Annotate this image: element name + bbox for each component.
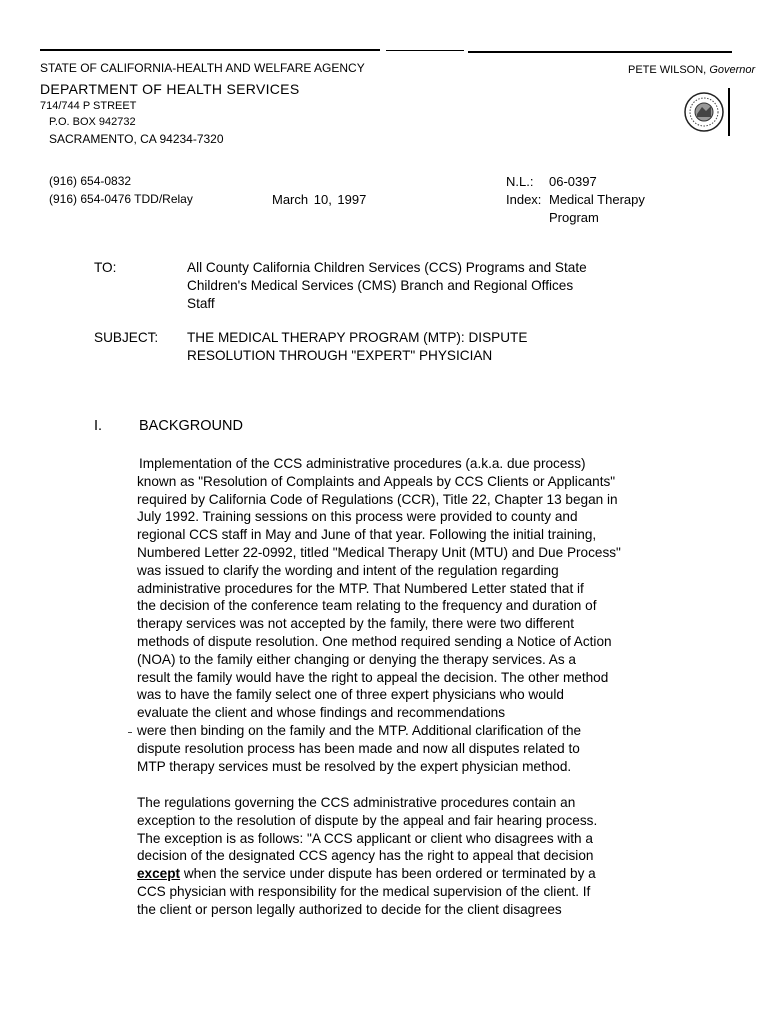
nl-label: N.L.: [506,174,534,189]
p1-line: required by California Code of Regulations (CCR), Title 22, Chapter 13 began in [137,491,618,507]
to-line-3: Staff [187,296,215,311]
department-name: DEPARTMENT OF HEALTH SERVICES [40,81,300,97]
section-title: BACKGROUND [139,418,243,434]
to-label: TO: [94,260,117,275]
background-paragraph-2 [137,794,697,919]
p2-line: CCS physician with responsibility for the medical supervision of the client. If [137,883,591,899]
p1-line: Numbered Letter 22-0992, titled "Medical Therapy Unit (MTU) and Due Process" [137,544,621,560]
p2-line: The exception is as follows: "A CCS applicant or client who disagrees with a [137,830,593,846]
subject-line-2: RESOLUTION THROUGH "EXPERT" PHYSICIAN [187,348,493,363]
letter-date: March 10, 1997 [272,192,367,207]
p1-line: result the family would have the right to appeal the decision. The other method [137,669,609,685]
p1-line: Implementation of the CCS administrative procedures (a.k.a. due process) [139,456,586,471]
p2-line: The regulations governing the CCS administrative procedures contain an [137,795,576,810]
po-box: P.O. BOX 942732 [49,116,136,128]
state-seal-icon [684,88,732,136]
to-line-2: Children's Medical Services (CMS) Branch and Regional Offices [187,278,574,293]
p1-line: was issued to clarify the wording and intent of the regulation regarding [137,562,559,578]
p1-line: administrative procedures for the MTP. That Numbered Letter stated that if [137,580,584,596]
p1-line: known as "Resolution of Complaints and Appeals by CCS Clients or Applicants" [137,473,616,489]
governor-title: Governor [709,64,756,76]
p2-line-rest: when the service under dispute has been ordered or terminated by a [180,866,596,882]
background-paragraph-1 [137,455,697,775]
index-label: Index: [506,192,542,207]
governor-name: PETE WILSON, [628,64,707,76]
agency-name: STATE OF CALIFORNIA-HEALTH AND WELFARE AGENCY [40,61,365,75]
phone-number: (916) 654-0832 [49,174,132,188]
header-rule-left [40,49,380,51]
p1-line: July 1992. Training sessions on this process were provided to county and [137,509,578,525]
to-line-1: All County California Children Services (CCS) Programs and State [187,260,587,275]
p1-line: dispute resolution process has been made and now all disputes related to [137,740,580,756]
stray-mark [128,732,132,733]
header-rule-right [468,51,732,53]
p2-line: the client or person legally authorized to decide for the client disagrees [137,901,562,917]
section-number: I. [94,418,103,434]
p1-line: were then binding on the family and the MTP. Additional clarification of the [137,722,582,738]
p1-line: (NOA) to the family either changing or denying the therapy services. As a [137,651,576,667]
city-address: SACRAMENTO, CA 94234-7320 [49,132,224,146]
index-value: Medical Therapy [549,192,645,207]
street-address: 714/744 P STREET [40,100,137,112]
nl-value: 06-0397 [549,174,597,189]
p1-line: regional CCS staff in May and June of that year. Following the initial training, [137,527,597,543]
p1-line: MTP therapy services must be resolved by the expert physician method. [137,758,572,774]
p1-line: the decision of the conference team relating to the frequency and duration of [137,598,597,614]
p1-line: evaluate the client and whose findings and recommendations [137,705,506,721]
p1-line: was to have the family select one of three expert physicians who would [137,687,564,703]
subject-label: SUBJECT: [94,330,159,345]
p1-line: methods of dispute resolution. One method required sending a Notice of Action [137,633,612,649]
header-rule-middle [386,50,464,51]
p2-line [137,865,697,883]
governor-line [628,63,755,77]
p2-line: exception to the resolution of dispute by the appeal and fair hearing process. [137,812,598,828]
subject-line-1: THE MEDICAL THERAPY PROGRAM (MTP): DISPUTE [187,330,528,345]
phone-tdd: (916) 654-0476 TDD/Relay [49,192,193,206]
p1-line: therapy services was not accepted by the family, there were two different [137,616,574,632]
p2-line: decision of the designated CCS agency has the right to appeal that decision [137,848,594,864]
emphasis-except: except [137,866,181,882]
index-value-cont: Program [549,210,599,225]
